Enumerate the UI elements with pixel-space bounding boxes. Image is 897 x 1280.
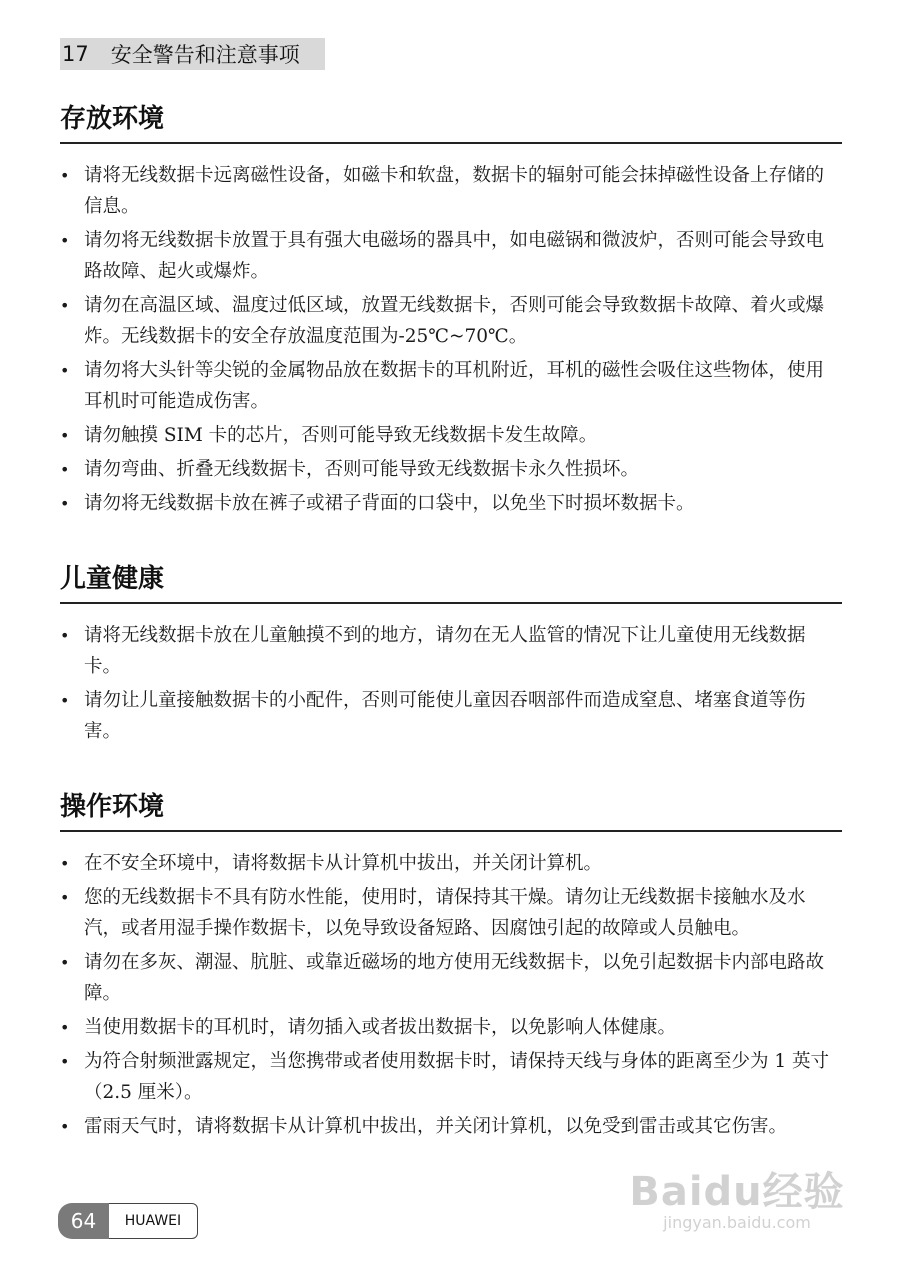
list-item: • 为符合射频泄露规定，当您携带或者使用数据卡时，请保持天线与身体的距离至少为 1 英寸（2.5 厘米）。	[60, 1046, 842, 1108]
list-item: • 请勿将大头针等尖锐的金属物品放在数据卡的耳机附近，耳机的磁性会吸住这些物体，使用耳机时可能造成伤害。	[60, 355, 842, 417]
chapter-title: 安全警告和注意事项	[110, 43, 300, 67]
bullet-icon: •	[60, 426, 70, 445]
bullet-icon: •	[60, 854, 70, 873]
watermark	[617, 1160, 857, 1250]
section-title: 操作环境	[60, 788, 842, 832]
chapter-header	[60, 38, 325, 70]
list-item: • 雷雨天气时，请将数据卡从计算机中拔出，并关闭计算机，以免受到雷击或其它伤害。	[60, 1111, 842, 1142]
list-item: • 请将无线数据卡远离磁性设备，如磁卡和软盘，数据卡的辐射可能会抹掉磁性设备上存储的信息。	[60, 160, 842, 222]
list-item: • 当使用数据卡的耳机时，请勿插入或者拔出数据卡，以免影响人体健康。	[60, 1012, 842, 1043]
list-item: • 请勿将无线数据卡放置于具有强大电磁场的器具中，如电磁锅和微波炉，否则可能会导致电路故障、起火或爆炸。	[60, 225, 842, 287]
bullet-icon: •	[60, 296, 70, 315]
bullet-list	[60, 620, 842, 747]
section-child-health	[60, 560, 842, 750]
bullet-icon: •	[60, 888, 70, 907]
watermark-url: jingyan.baidu.com	[663, 1213, 811, 1232]
bullet-icon: •	[60, 166, 70, 185]
list-item: • 您的无线数据卡不具有防水性能，使用时，请保持其干燥。请勿让无线数据卡接触水及水汽，或者用湿手操作数据卡，以免导致设备短路、因腐蚀引起的故障或人员触电。	[60, 882, 842, 944]
section-title: 儿童健康	[60, 560, 842, 604]
chapter-number: 17	[62, 42, 89, 66]
list-item: • 请勿让儿童接触数据卡的小配件，否则可能使儿童因吞咽部件而造成窒息、堵塞食道等伤害。	[60, 685, 842, 747]
section-storage	[60, 100, 842, 522]
list-item: • 请将无线数据卡放在儿童触摸不到的地方，请勿在无人监管的情况下让儿童使用无线数据卡。	[60, 620, 842, 682]
bullet-icon: •	[60, 626, 70, 645]
list-item: • 请勿触摸 SIM 卡的芯片，否则可能导致无线数据卡发生故障。	[60, 420, 842, 451]
list-item: • 请勿弯曲、折叠无线数据卡，否则可能导致无线数据卡永久性损坏。	[60, 454, 842, 485]
bullet-icon: •	[60, 953, 70, 972]
bullet-icon: •	[60, 1018, 70, 1037]
list-item: • 请勿在高温区域、温度过低区域，放置无线数据卡，否则可能会导致数据卡故障、着火或爆炸。无线数据卡的安全存放温度范围为-25℃~70℃。	[60, 290, 842, 352]
section-title: 存放环境	[60, 100, 842, 144]
bullet-icon: •	[60, 361, 70, 380]
bullet-icon: •	[60, 460, 70, 479]
section-operating-env	[60, 788, 842, 1145]
bullet-icon: •	[60, 494, 70, 513]
page-number: 64	[58, 1203, 109, 1239]
brand-logo: HUAWEI	[109, 1203, 198, 1239]
watermark-logo: Baidu经验	[629, 1169, 845, 1215]
list-item: • 请勿将无线数据卡放在裤子或裙子背面的口袋中，以免坐下时损坏数据卡。	[60, 488, 842, 519]
bullet-list	[60, 160, 842, 519]
list-item: • 在不安全环境中，请将数据卡从计算机中拔出，并关闭计算机。	[60, 848, 842, 879]
bullet-icon: •	[60, 691, 70, 710]
bullet-list	[60, 848, 842, 1142]
page-footer	[58, 1203, 198, 1239]
list-item: • 请勿在多灰、潮湿、肮脏、或靠近磁场的地方使用无线数据卡，以免引起数据卡内部电路故障。	[60, 947, 842, 1009]
bullet-icon: •	[60, 1052, 70, 1071]
bullet-icon: •	[60, 231, 70, 250]
bullet-icon: •	[60, 1117, 70, 1136]
